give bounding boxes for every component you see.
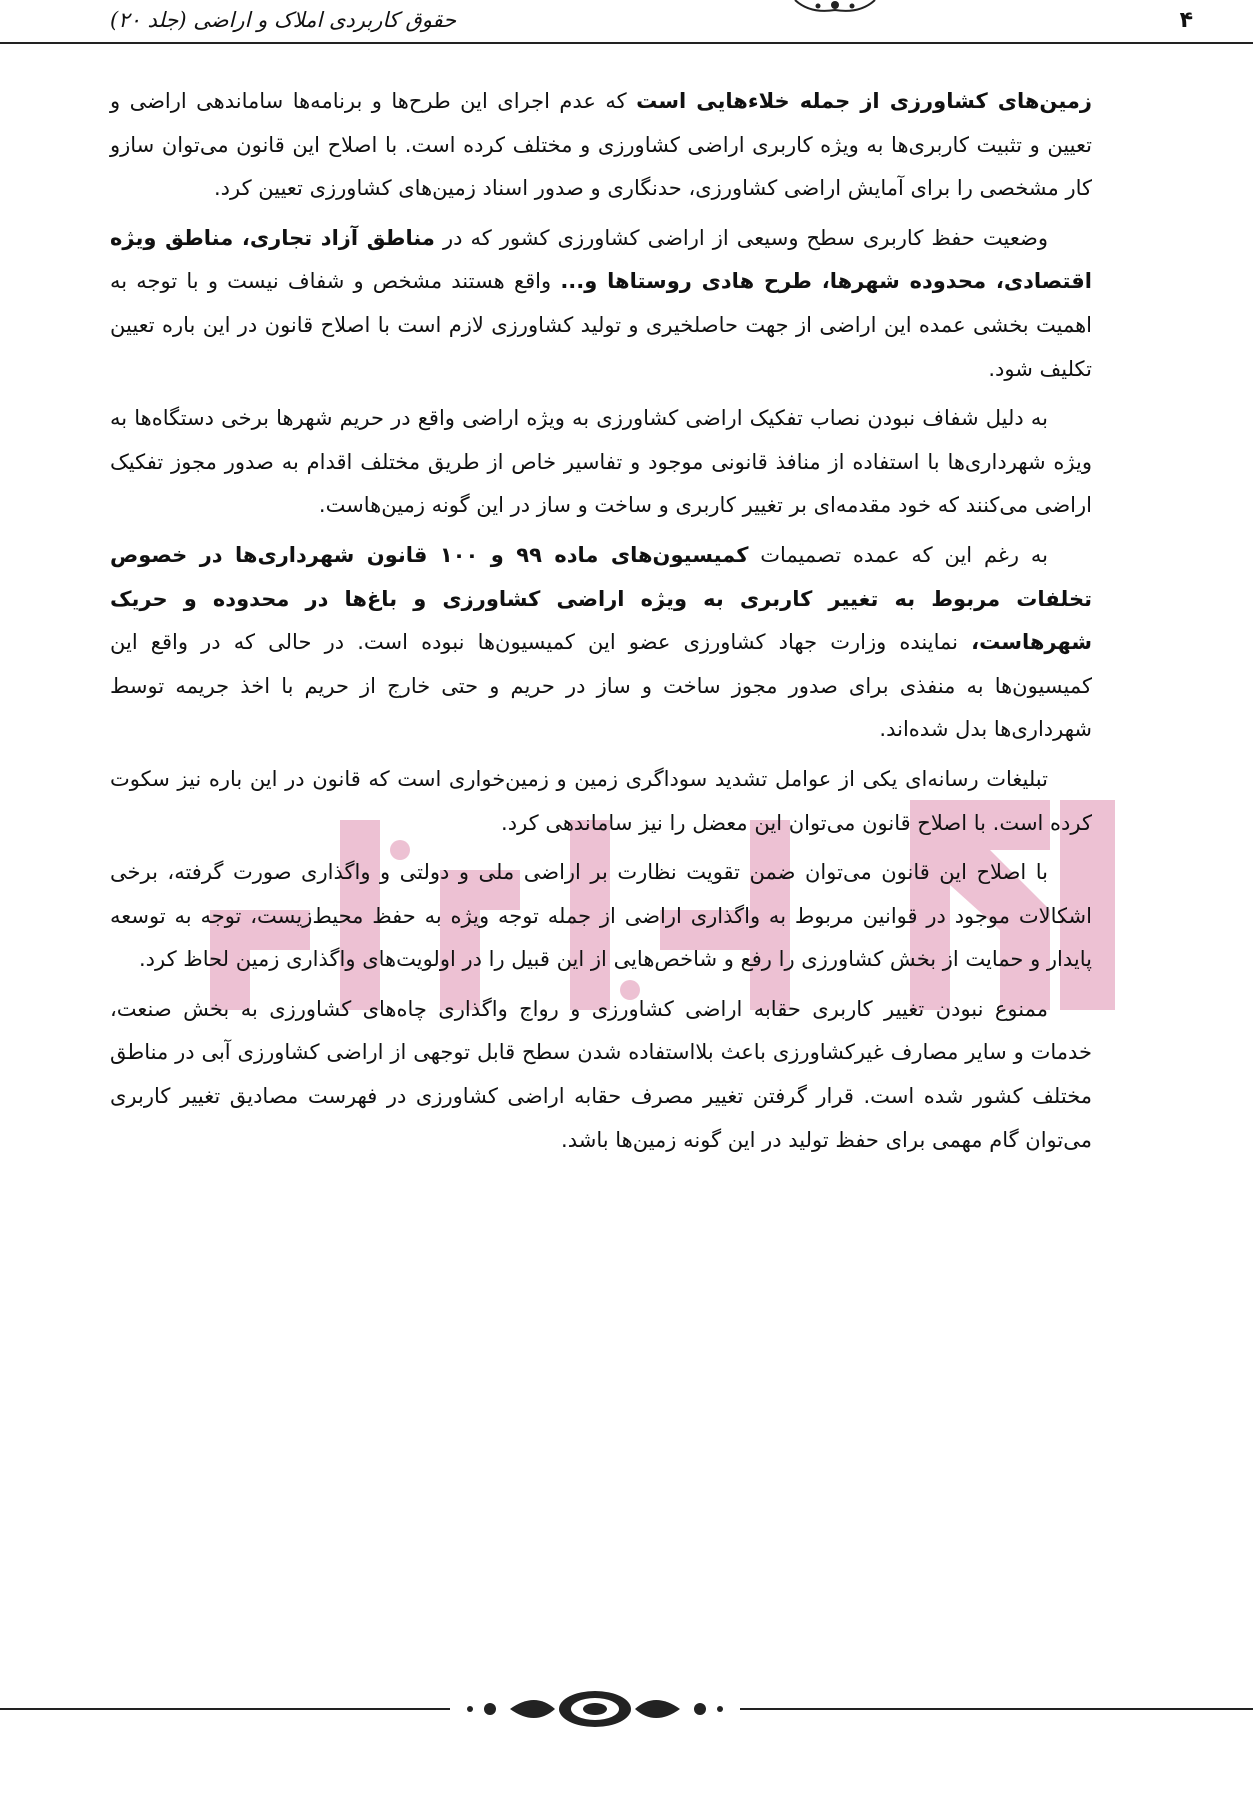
paragraph [110, 534, 1092, 752]
page-number: ۴ [1179, 8, 1193, 33]
text-segment: به دلیل شفاف نبودن نصاب تفکیک اراضی کشاورزی به ویژه اراضی واقع در حریم شهرها برخی دستگاه‌ها به ویژه شهرداری‌ها با استفاده از منافذ قانونی موجود و تفاسیر خاص از طریق مختلف اقدام به صدور مجوز تفکیک اراضی می‌کنند که خود مقدمه‌ای بر تغییر کاربری و ساخت و ساز در این گونه زمین‌هاست. [110, 406, 1092, 518]
main-text [110, 80, 1092, 1168]
text-segment: واقع هستند مشخص و شفاف نیست و با توجه به اهمیت بخشی عمده این اراضی از جهت حاصلخیری و تولید کشاورزی لازم است با اصلاح قانون در این باره تعیین تکلیف شود. [110, 269, 1092, 381]
text-segment: به رغم این که عمده تصمیمات [748, 542, 1048, 567]
text-segment: با اصلاح این قانون می‌توان ضمن تقویت نظارت بر اراضی ملی و دولتی و واگذاری صورت گرفته، برخی اشکالات موجود در قوانین مربوط به واگذاری اراضی از جمله توجه ویژه به حفظ محیط‌زیست، توجه به توسعه پایدار و حمایت از بخش کشاورزی را رفع و شاخص‌هایی از این قبیل را در اولویت‌های واگذاری زمین لحاظ کرد. [110, 860, 1092, 972]
running-title: حقوق کاربردی املاک و اراضی (جلد ۲۰) [110, 8, 457, 32]
text-segment: که عدم اجرای این طرح‌ها و برنامه‌ها ساماندهی اراضی و تعیین و تثبیت کاربری‌ها به ویژه کاربری اراضی کشاورزی و مختلف کرده است. با اصلاح این قانون می‌توان سازو کار مشخصی را برای آمایش اراضی کشاورزی، حدنگاری و صدور اسناد زمین‌های کشاورزی تعیین کرد. [110, 89, 1092, 201]
paragraph [110, 758, 1092, 845]
paragraph [110, 851, 1092, 982]
paragraph [110, 397, 1092, 528]
footer-ornament-icon [450, 1685, 740, 1733]
text-segment: ممنوع نبودن تغییر کاربری حقابه اراضی کشاورزی و رواج واگذاری چاه‌های کشاورزی به بخش صنعت، خدمات و سایر مصارف غیرکشاورزی باعث بلااستفاده شدن سطح قابل توجهی از اراضی کشاورزی آبی در مناطق مختلف کشور شده است. قرار گرفتن تغییر مصرف حقابه اراضی کشاورزی در فهرست مصادیق تغییر کاربری می‌توان گام مهمی برای حفظ تولید در این گونه زمین‌ها باشد. [110, 996, 1092, 1152]
bold-text-segment: مناطق آزاد تجاری، مناطق ویژه اقتصادی، محدوده شهرها، طرح هادی روستاها و... [110, 225, 1092, 294]
paragraph [110, 988, 1092, 1162]
text-segment: وضعیت حفظ کاربری سطح وسیعی از اراضی کشاورزی کشور که در [434, 225, 1048, 250]
header-divider [0, 42, 1253, 44]
text-segment: نماینده وزارت جهاد کشاورزی عضو این کمیسیون‌ها نبوده است. در حالی که در واقع این کمیسیون‌ها به منفذی برای صدور مجوز ساخت و ساز در حریم و حتی خارج از حریم با اخذ جریمه توسط شهرداری‌ها بدل شده‌اند. [110, 630, 1092, 742]
bold-text-segment: زمین‌های کشاورزی از جمله خلاءهایی است [636, 89, 1092, 113]
page-header [0, 0, 1253, 52]
bold-text-segment: کمیسیون‌های ماده ۹۹ و ۱۰۰ قانون شهرداری‌ها در خصوص تخلفات مربوط به تغییر کاربری به ویژه اراضی کشاورزی و باغ‌ها در محدوده و حریک شهرهاست، [110, 542, 1092, 655]
text-segment: تبلیغات رسانه‌ای یکی از عوامل تشدید سوداگری زمین و زمین‌خواری است که قانون در این باره نیز سکوت کرده است. با اصلاح قانون می‌توان این معضل را نیز ساماندهی کرد. [110, 766, 1092, 835]
header-ornament-icon [790, 0, 880, 14]
paragraph [110, 217, 1092, 391]
paragraph [110, 80, 1092, 211]
